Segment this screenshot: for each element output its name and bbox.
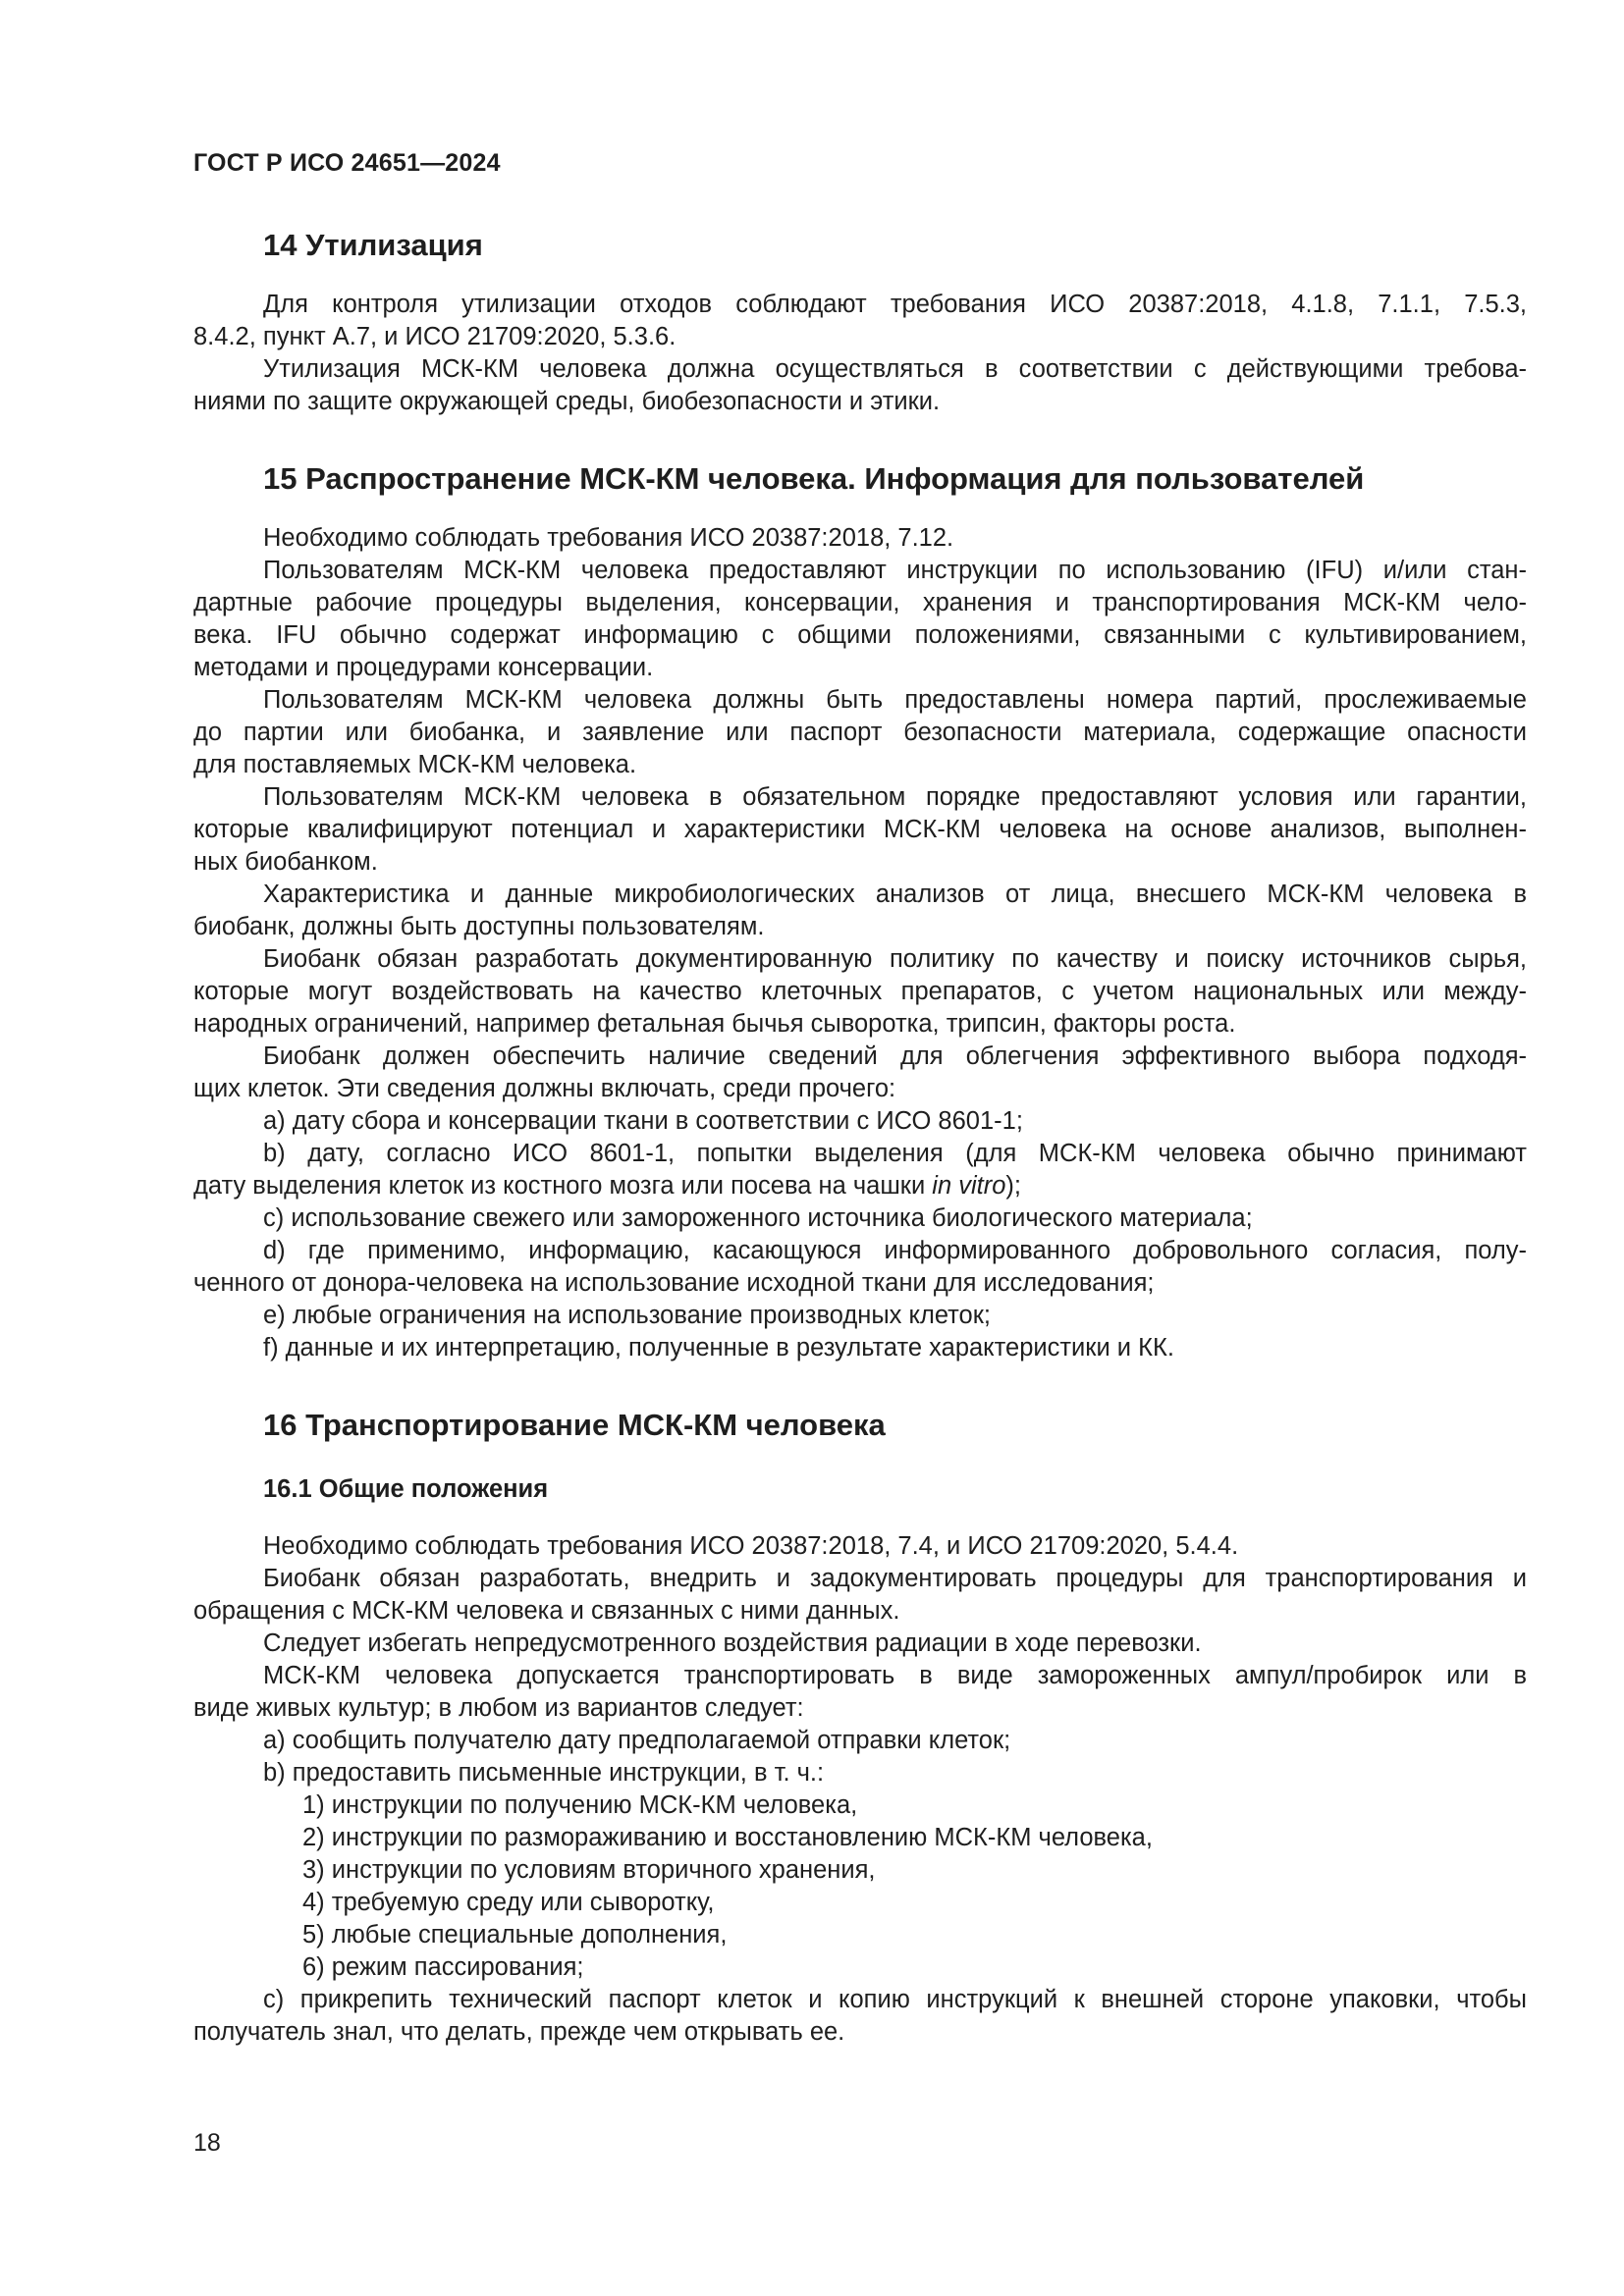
in-vitro-term: in vitro	[932, 1172, 1006, 1200]
list-item-b: b) дату, согласно ИСО 8601-1, попытки выделения (для МСК-КМ человека обычно принимают	[263, 1140, 1527, 1167]
sublist-item-6: 6) режим пассирования;	[302, 1953, 584, 1981]
list-item-d: d) где применимо, информацию, касающуюся информированного добровольного согласия, полу-	[263, 1237, 1527, 1264]
section-15-line: которые квалифицируют потенциал и характеристики МСК-КМ человека на основе анализов, выполнен-	[193, 816, 1527, 843]
section-16-line: Биобанк обязан разработать, внедрить и задокументировать процедуры для транспортирования и	[263, 1565, 1527, 1592]
section-16-line: обращения с МСК-КМ человека и связанных с ними данных.	[193, 1597, 900, 1625]
section-14-line: Утилизация МСК-КМ человека должна осуществляться в соответствии с действующими требова-	[263, 355, 1527, 383]
section-15-line: биобанк, должны быть доступны пользователям.	[193, 913, 765, 940]
section-15-line: века. IFU обычно содержат информацию с общими положениями, связанными с культивированием,	[193, 621, 1527, 649]
sublist-item-2: 2) инструкции по размораживанию и восстановлению МСК-КМ человека,	[302, 1824, 1153, 1851]
section-15-line: для поставляемых МСК-КМ человека.	[193, 751, 637, 778]
section-16-line: Необходимо соблюдать требования ИСО 20387:2018, 7.4, и ИСО 21709:2020, 5.4.4.	[263, 1532, 1239, 1560]
section-15-line: методами и процедурами консервации.	[193, 654, 654, 681]
section-15-line: Пользователям МСК-КМ человека в обязательном порядке предоставляют условия или гарантии,	[263, 783, 1527, 811]
list-item-e: e) любые ограничения на использование производных клеток;	[263, 1302, 991, 1329]
sublist-item-1: 1) инструкции по получению МСК-КМ человека,	[302, 1791, 858, 1819]
section-16-line: виде живых культур; в любом из вариантов следует:	[193, 1694, 804, 1722]
list-item-b: b) предоставить письменные инструкции, в т. ч.:	[263, 1759, 825, 1787]
sublist-item-3: 3) инструкции по условиям вторичного хранения,	[302, 1856, 876, 1884]
section-14-line: 8.4.2, пункт А.7, и ИСО 21709:2020, 5.3.6.	[193, 323, 677, 350]
section-15-line: Пользователям МСК-КМ человека должны быть предоставлены номера партий, прослеживаемые	[263, 686, 1527, 714]
section-15-line: Характеристика и данные микробиологических анализов от лица, внесшего МСК-КМ человека в	[263, 881, 1527, 908]
section-16-line: Следует избегать непредусмотренного воздействия радиации в ходе перевозки.	[263, 1629, 1202, 1657]
subsection-16-1-title: 16.1 Общие положения	[263, 1475, 549, 1503]
section-16-title: 16 Транспортирование МСК-КМ человека	[263, 1408, 886, 1442]
section-15-line: Биобанк должен обеспечить наличие сведений для облегчения эффективного выбора подходя-	[263, 1042, 1527, 1070]
list-item-c: c) прикрепить технический паспорт клеток и копию инструкций к внешней стороне упаковки, чтобы	[263, 1986, 1527, 2013]
section-14-line: ниями по защите окружающей среды, биобезопасности и этики.	[193, 388, 941, 415]
section-15-line: которые могут воздействовать на качество клеточных препаратов, с учетом национальных или между-	[193, 978, 1527, 1005]
section-14-title: 14 Утилизация	[263, 228, 483, 262]
section-15-line: дартные рабочие процедуры выделения, консервации, хранения и транспортирования МСК-КМ чело-	[193, 589, 1527, 616]
section-15-line: ных биобанком.	[193, 848, 378, 876]
list-item-d-continuation: ченного от донора-человека на использование исходной ткани для исследования;	[193, 1269, 1155, 1297]
section-15-line: до партии или биобанка, и заявление или паспорт безопасности материала, содержащие опасности	[193, 719, 1527, 746]
list-item-f: f) данные и их интерпретацию, полученные в результате характеристики и КК.	[263, 1334, 1174, 1362]
list-item-b-continuation: дату выделения клеток из костного мозга или посева на чашки in vitro);	[193, 1172, 1021, 1200]
list-item-c: c) использование свежего или замороженного источника биологического материала;	[263, 1204, 1253, 1232]
section-15-line: щих клеток. Эти сведения должны включать, среди прочего:	[193, 1075, 896, 1102]
list-item-a: a) сообщить получателю дату предполагаемой отправки клеток;	[263, 1727, 1011, 1754]
section-15-line: Пользователям МСК-КМ человека предоставляют инструкции по использованию (IFU) и/или стан-	[263, 557, 1527, 584]
section-15-line: народных ограничений, например фетальная бычья сыворотка, трипсин, факторы роста.	[193, 1010, 1236, 1038]
section-15-line: Биобанк обязан разработать документированную политику по качеству и поиску источников сырья,	[263, 945, 1527, 973]
sublist-item-4: 4) требуемую среду или сыворотку,	[302, 1889, 715, 1916]
page-number: 18	[193, 2129, 221, 2157]
section-14-line: Для контроля утилизации отходов соблюдают требования ИСО 20387:2018, 4.1.8, 7.1.1, 7.5.3,	[263, 291, 1527, 318]
sublist-item-5: 5) любые специальные дополнения,	[302, 1921, 728, 1949]
list-item-c-continuation: получатель знал, что делать, прежде чем открывать ее.	[193, 2018, 845, 2046]
section-15-title: 15 Распространение МСК-КМ человека. Информация для пользователей	[263, 461, 1365, 496]
standard-designation: ГОСТ Р ИСО 24651—2024	[193, 149, 501, 177]
section-15-line: Необходимо соблюдать требования ИСО 20387:2018, 7.12.	[263, 524, 954, 552]
list-item-a: a) дату сбора и консервации ткани в соответствии с ИСО 8601-1;	[263, 1107, 1023, 1135]
section-16-line: МСК-КМ человека допускается транспортировать в виде замороженных ампул/пробирок или в	[263, 1662, 1527, 1689]
